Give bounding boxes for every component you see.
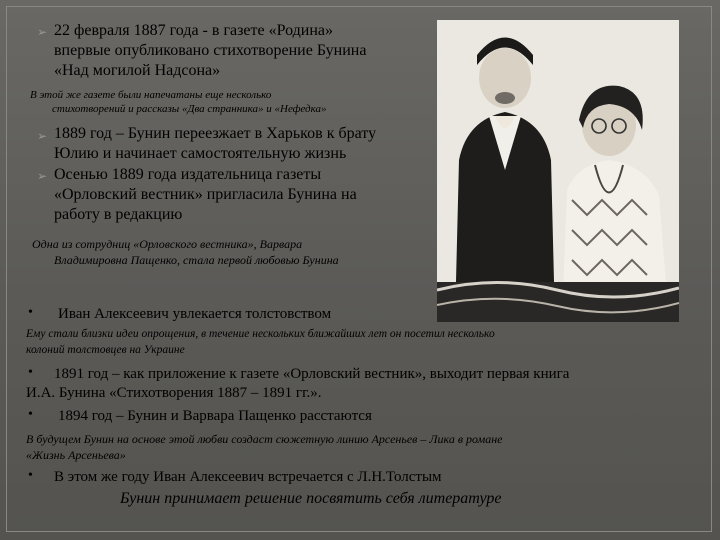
paragraph-3 <box>54 165 357 225</box>
note-2-line-2: Владимировна Пащенко, стала первой любовью Бунина <box>54 253 339 267</box>
paragraph-1 <box>54 21 366 81</box>
paragraph-2-line-2: Юлию и начинает самостоятельную жизнь <box>54 145 347 162</box>
note-1-line-1: В этой же газете были напечатаны еще несколько <box>30 89 272 101</box>
paragraph-6: 1894 год – Бунин и Варвара Пащенко расстаются <box>58 408 372 424</box>
note-3 <box>26 326 495 358</box>
note-2 <box>32 236 339 268</box>
bullet-icon: • <box>28 468 33 483</box>
arrow-bullet-icon: ➢ <box>37 169 48 183</box>
paragraph-4: Иван Алексеевич увлекается толстовством <box>58 306 332 322</box>
paragraph-5 <box>26 365 569 403</box>
arrow-bullet-icon: ➢ <box>37 129 48 143</box>
paragraph-3-line-1: Осенью 1889 года издательница газеты <box>54 166 322 183</box>
note-3-line-2: колоний толстовцев на Украине <box>26 344 185 356</box>
note-4-line-1: В будущем Бунин на основе этой любви создаст сюжетную линию Арсеньев – Лика в романе <box>26 432 503 446</box>
note-3-line-1: Ему стали близки идеи опрощения, в течение нескольких ближайших лет он посетил несколько <box>26 328 495 340</box>
paragraph-1-line-1: 22 февраля 1887 года - в газете «Родина» <box>54 22 334 39</box>
note-4 <box>26 431 503 463</box>
paragraph-2 <box>54 124 376 164</box>
portrait-photo <box>437 20 679 322</box>
note-1 <box>30 88 326 116</box>
final-statement: Бунин принимает решение посвятить себя литературе <box>120 490 502 507</box>
note-4-line-2: «Жизнь Арсеньева» <box>26 448 126 462</box>
paragraph-7: В этом же году Иван Алексеевич встречается с Л.Н.Толстым <box>54 469 442 485</box>
bullet-icon: • <box>28 365 33 380</box>
note-1-line-2: стихотворений и рассказы «Два странника» и «Нефедка» <box>52 103 327 115</box>
paragraph-3-line-3: работу в редакцию <box>54 206 183 223</box>
bullet-icon: • <box>28 407 33 422</box>
paragraph-1-line-2: впервые опубликовано стихотворение Бунина <box>54 42 367 59</box>
paragraph-3-line-2: «Орловский вестник» пригласила Бунина на <box>54 186 357 203</box>
portrait-illustration <box>437 20 679 322</box>
paragraph-2-line-1: 1889 год – Бунин переезжает в Харьков к брату <box>54 125 377 142</box>
note-2-line-1: Одна из сотрудниц «Орловского вестника», Варвара <box>32 237 303 251</box>
bullet-icon: • <box>28 305 33 320</box>
arrow-bullet-icon: ➢ <box>37 25 48 39</box>
paragraph-1-line-3: «Над могилой Надсона» <box>54 62 221 79</box>
paragraph-5-line-2: И.А. Бунина «Стихотворения 1887 – 1891 гг.». <box>26 385 322 401</box>
paragraph-5-line-1: 1891 год – как приложение к газете «Орловский вестник», выходит первая книга <box>54 366 570 382</box>
